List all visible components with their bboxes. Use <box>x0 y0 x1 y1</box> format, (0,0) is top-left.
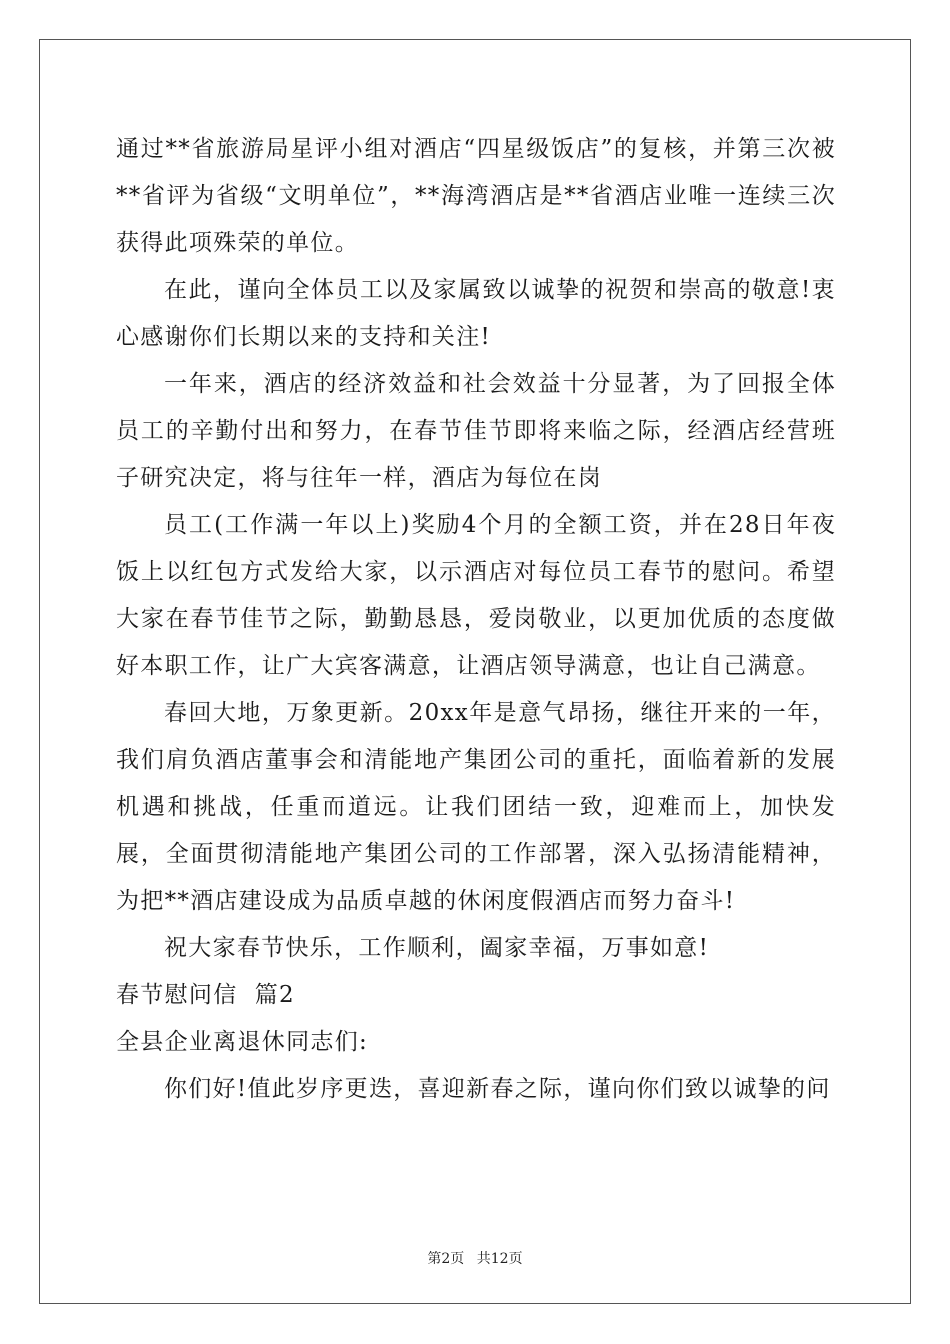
page-footer <box>0 1248 950 1268</box>
paragraph: 员工(工作满一年以上)奖励4个月的全额工资，并在28日年夜饭上以红包方式发给大家，以示酒店对每位员工春节的慰问。希望大家在春节佳节之际，勤勤恳恳，爱岗敬业，以更加优质的态度做好本职工作，让广大宾客满意，让酒店领导满意，也让自己满意。 <box>116 512 836 679</box>
paragraph: 祝大家春节快乐，工作顺利，阖家幸福，万事如意! <box>164 935 710 961</box>
paragraph: 你们好!值此岁序更迭，喜迎新春之际，谨向你们致以诚挚的问 <box>164 1076 831 1102</box>
salutation: 全县企业离退休同志们: <box>116 1029 369 1055</box>
section-title: 春节慰问信 篇2 <box>116 982 295 1008</box>
paragraph: 春回大地，万象更新。20xx年是意气昂扬，继往开来的一年，我们肩负酒店董事会和清能地产集团公司的重托，面临着新的发展机遇和挑战，任重而道远。让我们团结一致，迎难而上，加快发展，全面贯彻清能地产集团公司的工作部署，深入弘扬清能精神，为把**酒店建设成为品质卓越的休闲度假酒店而努力奋斗! <box>116 700 836 914</box>
page-total: 共12页 <box>476 1251 523 1267</box>
paragraph: 一年来，酒店的经济效益和社会效益十分显著，为了回报全体员工的辛勤付出和努力，在春节佳节即将来临之际，经酒店经营班子研究决定，将与往年一样，酒店为每位在岗 <box>116 371 836 491</box>
paragraph: 在此，谨向全体员工以及家属致以诚挚的祝贺和崇高的敬意!衷心感谢你们长期以来的支持和关注! <box>116 277 836 350</box>
paragraph: 通过**省旅游局星评小组对酒店“四星级饭店”的复核，并第三次被**省评为省级“文明单位”，**海湾酒店是**省酒店业唯一连续三次获得此项殊荣的单位。 <box>116 136 836 256</box>
document-body <box>116 126 836 1113</box>
page-number: 第2页 <box>427 1251 465 1267</box>
